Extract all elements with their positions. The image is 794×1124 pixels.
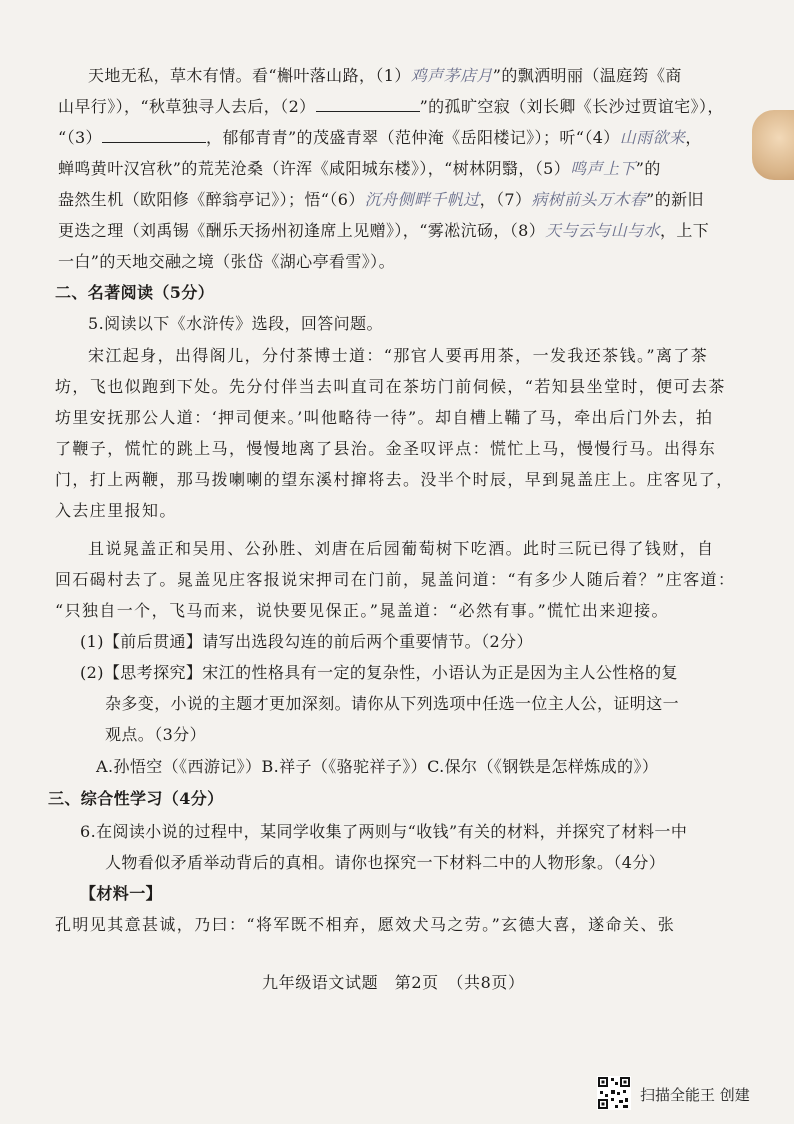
answer-7: 病树前头万木春: [531, 190, 647, 209]
passage-line: 坊里安抚那公人道：‘押司便来。’叫他略待一待”。却自槽上鞴了马，牵出后门外去，拍: [55, 408, 714, 427]
answer-6: 沉舟侧畔千帆过: [364, 190, 480, 209]
answer-options: A.孙悟空（《西游记》）B.祥子（《骆驼祥子》）C.保尔（《钢铁是怎样炼成的》）: [96, 757, 659, 776]
answer-1: 鸡声茅店月: [410, 66, 493, 85]
material-1-text: 孔明见其意甚诚，乃曰：“将军既不相弃，愿效犬马之劳。”玄德大喜，遂命关、张: [55, 915, 676, 934]
poem-line-6: 更迭之理（刘禹锡《酬乐天扬州初逢席上见赠》），“雾凇沆砀，（8）天与云与山与水，上下: [58, 221, 710, 240]
subquestion-2-line: (2)【思考探究】宋江的性格具有一定的复杂性，小语认为正是因为主人公性格的复: [80, 663, 678, 682]
finger-shadow: [752, 110, 794, 180]
passage-line: 了鞭子，慌忙的跳上马，慢慢地离了县治。金圣叹评点：慌忙上马，慢慢行马。出得东: [55, 439, 717, 458]
subquestion-1: (1)【前后贯通】请写出选段勾连的前后两个重要情节。（2分）: [80, 632, 533, 651]
poem-line-2: 山早行》），“秋草独寻人去后，（2） ”的孤旷空寂（刘长卿《长沙过贾谊宅》），: [58, 97, 724, 116]
question-6-line: 人物看似矛盾举动背后的真相。请你也探究一下材料二中的人物形象。（4分）: [105, 853, 666, 872]
poem-line-5: 盎然生机（欧阳修《醉翁亭记》）；悟“（6）沉舟侧畔千帆过，（7）病树前头万木春”的新旧: [58, 190, 704, 209]
poem-line-4: 蝉鸣黄叶汉宫秋”的荒芜沧桑（许浑《咸阳城东楼》），“树林阴翳，（5）鸣声上下”的: [58, 159, 661, 178]
passage-line: 入去庄里报知。: [55, 501, 177, 520]
passage-line: 回石碣村去了。晁盖见庄客报说宋押司在门前，晁盖问道：“有多少人随后着？”庄客道：: [55, 570, 736, 589]
passage-line: 宋江起身，出得阁儿，分付茶博士道：“那官人要再用茶，一发我还茶钱。”离了茶: [88, 346, 709, 365]
section-3-heading: 三、综合性学习（4分）: [48, 789, 224, 808]
subquestion-2-line: 观点。（3分）: [105, 725, 206, 744]
passage-line: 门，打上两鞭，那马拨喇喇的望东溪村撺将去。没半个时辰，早到晁盖庄上。庄客见了，: [55, 470, 734, 489]
question-5: 5.阅读以下《水浒传》选段，回答问题。: [88, 314, 383, 333]
qr-code-icon: [597, 1076, 631, 1110]
answer-8: 天与云与山与水: [545, 221, 660, 240]
answer-5: 鸣声上下: [570, 159, 636, 178]
answer-blank-3[interactable]: [102, 128, 206, 143]
question-6-line: 6.在阅读小说的过程中，某同学收集了两则与“收钱”有关的材料，并探究了材料一中: [80, 822, 688, 841]
material-1-label: 【材料一】: [80, 884, 163, 903]
passage-line: 且说晁盖正和吴用、公孙胜、刘唐在后园葡萄树下吃酒。此时三阮已得了钱财，自: [88, 539, 715, 558]
page-footer: 九年级语文试题 第2页 （共8页）: [262, 973, 525, 992]
poem-line-7: 一白”的天地交融之境（张岱《湖心亭看雪》）。: [58, 252, 395, 271]
scanner-watermark: 扫描全能王 创建: [640, 1086, 750, 1104]
section-2-heading: 二、名著阅读（5分）: [55, 283, 215, 302]
subquestion-2-line: 杂多变，小说的主题才更加深刻。请你从下列选项中任选一位主人公，证明这一: [105, 694, 680, 713]
poem-line-3: “（3） ，郁郁青青”的茂盛青翠（范仲淹《岳阳楼记》）；听“（4）山雨欲来，: [58, 128, 702, 147]
answer-4: 山雨欲来: [619, 128, 686, 147]
poem-line-1: 天地无私，草木有情。看“槲叶落山路，（1）鸡声茅店月”的飘洒明丽（温庭筠《商: [88, 66, 682, 85]
answer-blank-2[interactable]: [316, 97, 420, 112]
passage-line: 坊，飞也似跑到下处。先分付伴当去叫直司在茶坊门前伺候，“若知县坐堂时，便可去茶: [55, 377, 726, 396]
passage-line: “只独自一个，飞马而来，说快要见保正。”晁盖道：“必然有事。”慌忙出来迎接。: [55, 601, 669, 620]
